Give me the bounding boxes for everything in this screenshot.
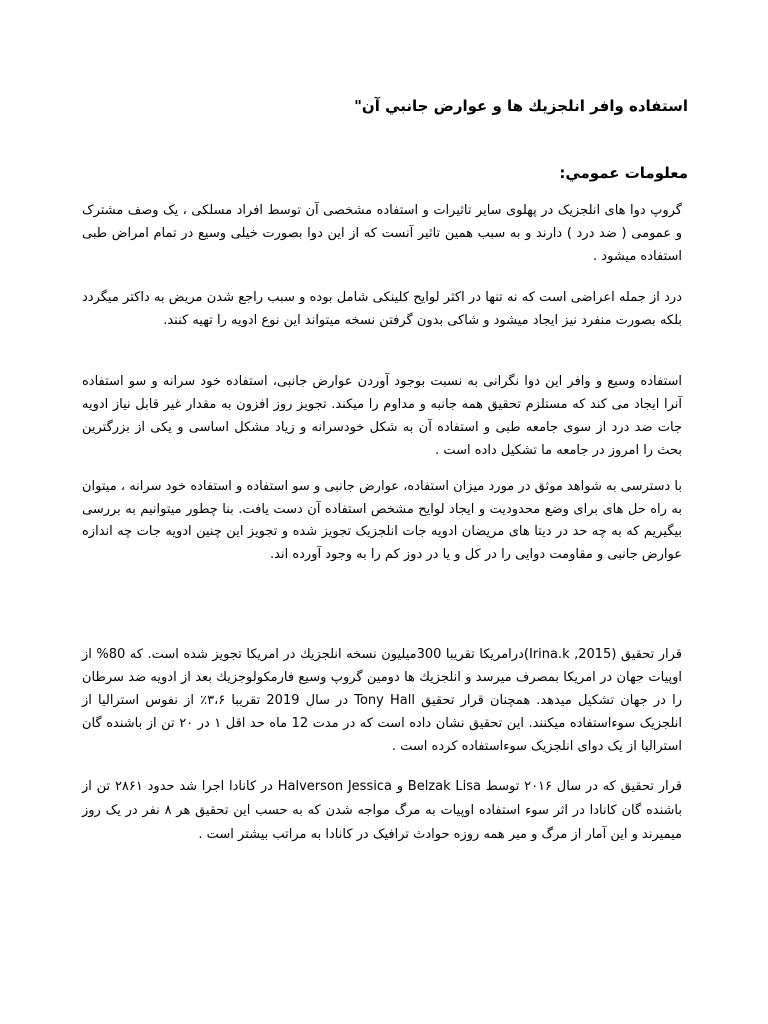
document-title: استفاده وافر انلجزيك ها و عوارض جانبي آن" — [354, 97, 688, 115]
paragraph-5: قرار تحقیق (Irina.k ,2015)درامریکا تقریبا 300میلیون نسخه انلجزیك در امریکا تجویز شده است. که 80% از اوپیات جهان در امریکا بمصرف میرسد و انلجزیك ها دومین گروپ وسیع فارمکولوجزیك بعد از ادویه ضد سرطان را در جهان تشکیل میدهد. همچنان قرار تحقیق Tony Hall در سال 2019 تقریبا ۳،۶٪ از نفوس استرالیا از انلجزیک سوءاستفاده میکنند. این تحقیق نشان داده است که در مدت 12 ماه حد اقل ۱ در ۲۰ تن از باشنده گان استرالیا از یک دوای انلجزیک سوءاستفاده کرده است . — [82, 647, 683, 754]
paragraph-3: استفاده وسیع و وافر این دوا نگرانی به نسبت بوجود آوردن عوارض جانبی، استفاده خود سرانه و سو استفاده آنرا ایجاد می کند که مستلزم تحقیق همه جانبه و مداوم را میکند. تجویز روز افزون به مقدار غیر قابل نیاز ادویه جات ضد درد از سوی جامعه طبی و استفاده آن به شکل خودسرانه و زیاد مشکل اساسی و یکی از بزرگترین بحث را امروز در جامعه ما تشکیل داده است . — [82, 374, 682, 458]
paragraph-4: با دسترسی به شواهد موثق در مورد میزان استفاده، عوارض جانبی و سو استفاده و استفاده خود سرانه ، میتوان به راه حل های برای وضع محدودیت و ایجاد لوایح مشخص استفاده آن دست یافت. بنا چطور میتوانیم به بررسی بیگیریم که به چه حد در دیتا های مریضان ادویه جات انلجزیک تجویز شده و تجویز این چنین ادویه جات چه اندازه عوارض جانبی و مقاومت دوایی را در کل و یا در دوز کم را به وجود آورده اند. — [82, 479, 682, 562]
section-heading: معلومات عمومي: — [559, 164, 688, 182]
paragraph-1: گروپ دوا های انلجزیک در پهلوی سایر تاثیرات و استفاده مشخصی آن توسط افراد مسلکی ، یک وصف مشترک و عمومی ( ضد درد ) دارند و به سبب همین تاثیر آنست که از این دوا بصورت خیلی وسیع در تمام امراض طبی استفاده میشود . — [82, 203, 682, 264]
paragraph-2: درد از جمله اعراضی است که نه تنها در اکثر لوایح کلینکی شامل بوده و سبب راجع شدن مریض به داکتر میگردد بلکه بصورت منفرد نیز ایجاد میشود و شاکی بدون گرفتن نسخه میتواند این نوع ادویه را تهیه کنند. — [82, 290, 682, 328]
paragraph-6: قرار تحقیق که در سال ۲۰۱۶ توسط Belzak Lisa و Halverson Jessica در کانادا اجرا شد حدود ۲۸۶۱ تن از باشنده گان کانادا در اثر سوء استفاده اوپیات به مرگ مواجه شدن که به حسب این تحقیق هر ۸ نفر در یک روز میمیرند و این آمار از مرگ و میر همه روزه حوادث ترافیک در کانادا به مراتب بیشتر است . — [82, 779, 682, 842]
